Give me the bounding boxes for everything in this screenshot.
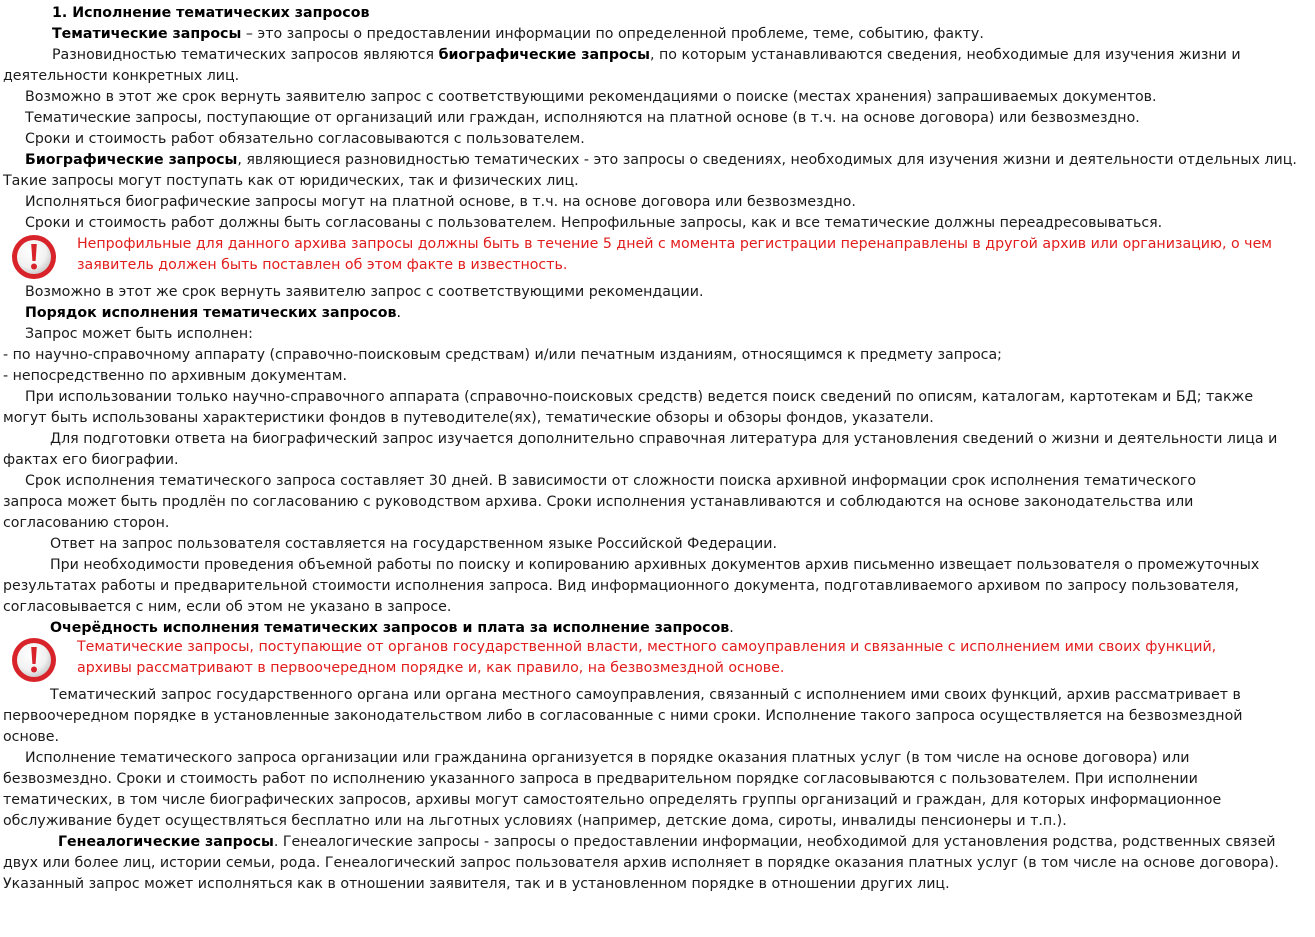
paragraph-line: [3, 492, 1193, 513]
text: , по которым устанавливаются сведения, необходимые для изучения жизни и: [649, 47, 1241, 63]
paragraph-return-request: [25, 87, 1157, 108]
text: Срок исполнения тематического запроса составляет 30 дней. В зависимости от сложности поиска архивной информации срок исполнения тематического: [25, 473, 1197, 489]
paragraph-line: [3, 790, 1221, 811]
text: Для подготовки ответа на биографический запрос изучается дополнительно справочная литература для установления сведений о жизни и деятельности лица и: [50, 431, 1278, 447]
text: Такие запросы могут поступать как от юридических, так и физических лиц.: [3, 173, 579, 189]
paragraph-genealogical: [58, 832, 1276, 853]
text: Запрос может быть исполнен:: [25, 326, 253, 342]
paragraph-state-language: [50, 534, 777, 555]
paragraph-return-recommendations: [25, 282, 704, 303]
paragraph-biographic-paid: [25, 192, 856, 213]
paragraph-line: [3, 408, 934, 429]
text: Разновидностью тематических запросов являются: [52, 47, 439, 63]
warning-exclamation-icon: [10, 233, 58, 281]
text: согласованию сторон.: [3, 515, 170, 531]
paragraph-can-be-executed: [25, 324, 253, 345]
paragraph-line: [3, 706, 1242, 727]
text: .: [729, 620, 734, 636]
warning-text-priority-line2: [77, 658, 784, 679]
text: архивы рассматривают в первоочередном порядке и, как правило, на безвозмездной основе.: [77, 660, 785, 676]
paragraph-line: [3, 597, 451, 618]
text: основе.: [3, 729, 60, 745]
paragraph-volume-work: [50, 555, 1259, 576]
warning-text-redirect-line2: [77, 255, 567, 276]
subheading-execution-order: [25, 303, 401, 324]
paragraph-thematic-definition: [52, 24, 984, 45]
text: обслуживание будет осуществляться бесплатно или на льготных условиях (например, детские дома, сироты, инвалиды пенсионеры и т.п.).: [3, 813, 1067, 829]
text: Исполнение тематического запроса организации или гражданина организуется в порядке оказания платных услуг (в том числе на основе договора) или: [25, 750, 1190, 766]
section-heading-text: 1. Исполнение тематических запросов: [52, 5, 370, 21]
text: Очерёдность исполнения тематических запросов и плата за исполнение запросов: [50, 620, 730, 636]
paragraph-biographic-preparation: [50, 429, 1277, 450]
text: Тематические запросы, поступающие от органов государственной власти, местного самоуправления и связанные с исполнением ими своих функций,: [77, 639, 1217, 655]
text: Тематический запрос государственного органа или органа местного самоуправления, связанный с исполнением ими своих функций, архив рассматривает в: [50, 687, 1241, 703]
text: При использовании только научно-справочного аппарата (справочно-поисковых средств) ведется поиск сведений по описям, каталогам, картотекам и БД; также: [25, 389, 1254, 405]
text: Исполняться биографические запросы могут на платной основе, в т.ч. на основе договора или безвозмездно.: [25, 194, 856, 210]
paragraph-line: [3, 171, 579, 192]
text: тематических, в том числе биографических запросов, архивы могут самостоятельно определять группы организаций и граждан, для которых информационное: [3, 792, 1222, 808]
warning-text-redirect: [77, 234, 1272, 255]
term-biographic-requests: биографические запросы: [438, 47, 650, 63]
subheading-queue-and-payment: [50, 618, 734, 639]
text: Сроки и стоимость работ должны быть согласованы с пользователем. Непрофильные запросы, как и все тематические должны переадресовываться.: [25, 215, 1163, 231]
text: Непрофильные для данного архива запросы должны быть в течение 5 дней с момента регистрации перенаправлены в другой архив или организацию, о чем: [77, 236, 1272, 252]
text: Тематические запросы, поступающие от организаций или граждан, исполняются на платной основе (в т.ч. на основе договора) или безвозмездно.: [25, 110, 1140, 126]
text: запроса может быть продлён по согласованию с руководством архива. Сроки исполнения устанавливаются и соблюдаются на основе законодательства или: [3, 494, 1194, 510]
text: фактах его биографии.: [3, 452, 179, 468]
section-heading: [52, 3, 369, 24]
paragraph-reference-apparatus: [25, 387, 1253, 408]
text: первоочередном порядке в установленные законодательством либо в согласованные с ними сроки. Исполнение такого запроса осуществляется на безвозмездной: [3, 708, 1243, 724]
text: Возможно в этот же срок вернуть заявителю запрос с соответствующими рекомендациями о поиске (местах хранения) запрашиваемых документов.: [25, 89, 1157, 105]
term-genealogical-requests: Генеалогические запросы: [58, 834, 274, 850]
text: Сроки и стоимость работ обязательно согласовываются с пользователем.: [25, 131, 585, 147]
text: - непосредственно по архивным документам.: [3, 368, 347, 384]
term-thematic-requests: Тематические запросы: [52, 26, 242, 42]
paragraph-state-body-request: [50, 685, 1241, 706]
paragraph-line: [3, 811, 1067, 832]
paragraph-line: [3, 66, 239, 87]
text: Порядок исполнения тематических запросов: [25, 305, 397, 321]
paragraph-line: [3, 576, 1239, 597]
text: .: [396, 305, 401, 321]
text: безвозмездно. Сроки и стоимость работ по исполнению указанного запроса в предварительном порядке согласовываются с пользователем. При исполнении: [3, 771, 1198, 787]
text: – это запросы о предоставлении информации по определенной проблеме, теме, событию, факту.: [241, 26, 984, 42]
paragraph-line: [3, 450, 179, 471]
text: . Генеалогические запросы - запросы о предоставлении информации, необходимой для установления родства, родственных связей: [273, 834, 1276, 850]
text: Ответ на запрос пользователя составляется на государственном языке Российской Федерации.: [50, 536, 777, 552]
list-item: [3, 366, 347, 387]
text: согласовывается с ним, если об этом не указано в запросе.: [3, 599, 452, 615]
paragraph-execution-term: [25, 471, 1196, 492]
term-biographic-requests: Биографические запросы: [25, 152, 238, 168]
list-item: [3, 345, 1002, 366]
text: , являющиеся разновидностью тематических - это запросы о сведениях, необходимых для изучения жизни и деятельности отдельных лиц.: [237, 152, 1297, 168]
text: результатах работы и предварительной стоимости исполнения запроса. Вид информационного документа, подготавливаемого архивом по запросу пользователя,: [3, 578, 1240, 594]
paragraph-redirect: [25, 213, 1162, 234]
text: деятельности конкретных лиц.: [3, 68, 240, 84]
paragraph-paid-basis: [25, 108, 1140, 129]
paragraph-biographic-intro: [52, 45, 1315, 66]
paragraph-biographic-definition: [25, 150, 1297, 171]
paragraph-line: [3, 727, 59, 748]
text: могут быть использованы характеристики фондов в путеводителе(ях), тематические обзоры и обзоры фондов, указатели.: [3, 410, 934, 426]
paragraph-line: [3, 853, 1279, 874]
text: - по научно-справочному аппарату (справочно-поисковым средствам) и/или печатным изданиям, относящимся к предмету запроса;: [3, 347, 1002, 363]
text: Возможно в этот же срок вернуть заявителю запрос с соответствующими рекомендации.: [25, 284, 704, 300]
text: Указанный запрос может исполняться как в отношении заявителя, так и в установленном порядке в отношении других лиц.: [3, 876, 950, 892]
text: двух или более лиц, истории семьи, рода. Генеалогический запрос пользователя архив исполняет в порядке оказания платных услуг (в том числе на основе договора).: [3, 855, 1279, 871]
paragraph-line: [3, 874, 950, 895]
text: заявитель должен быть поставлен об этом факте в известность.: [77, 257, 568, 273]
paragraph-terms-cost: [25, 129, 585, 150]
paragraph-line: [3, 513, 169, 534]
text: При необходимости проведения объемной работы по поиску и копированию архивных документов архив письменно извещает пользователя о промежуточных: [50, 557, 1260, 573]
paragraph-organization-request: [25, 748, 1190, 769]
warning-exclamation-icon: [10, 636, 58, 684]
paragraph-line: [3, 769, 1198, 790]
warning-text-priority: [77, 637, 1216, 658]
